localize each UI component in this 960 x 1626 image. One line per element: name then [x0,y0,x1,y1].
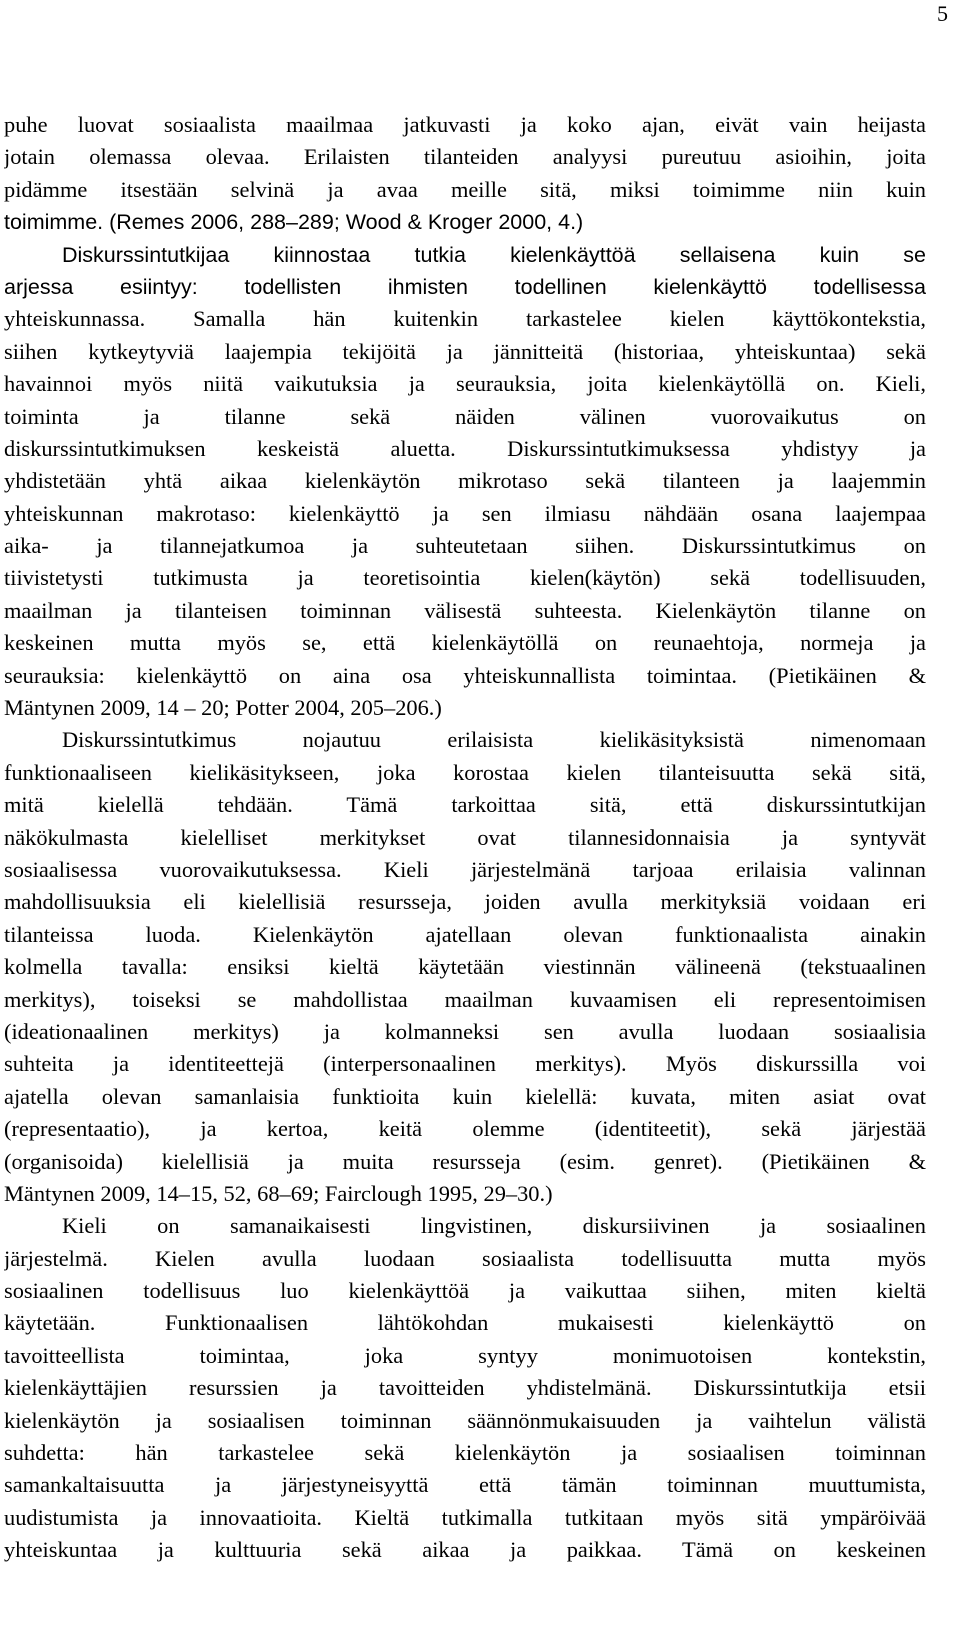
text-line: (representaatio), ja kertoa, keitä olemme (identiteetit), sekä järjestää [4,1116,926,1142]
text-line: kielenkäyttäjien resurssien ja tavoitteiden yhdistelmänä. Diskurssintutkija etsii [4,1375,926,1401]
text-line: mitä kielellä tehdään. Tämä tarkoittaa sitä, että diskurssintutkijan [4,792,926,818]
text-line: funktionaaliseen kielikäsitykseen, joka korostaa kielen tilanteisuutta sekä sitä, [4,759,926,785]
text-line: (ideationaalinen merkitys) ja kolmanneksi sen avulla luodaan sosiaalisia [4,1018,926,1044]
text-line: tavoitteellista toimintaa, joka syntyy monimuotoisen kontekstin, [4,1342,926,1368]
text-line: yhdistetään yhtä aikaa kielenkäytön mikrotaso sekä tilanteen ja laajemmin [4,468,926,494]
text-line: jotain olemassa olevaa. Erilaisten tilanteiden analyysi pureutuu asioihin, joita [4,144,926,170]
text-line: keskeinen mutta myös se, että kielenkäytöllä on reunaehtoja, normeja ja [4,630,926,656]
text-line: suhteita ja identiteettejä (interpersonaalinen merkitys). Myös diskurssilla voi [4,1051,926,1077]
text-line: järjestelmä. Kielen avulla luodaan sosiaalista todellisuutta mutta myös [4,1245,926,1271]
text-line: käytetään. Funktionaalisen lähtökohdan mukaisesti kielenkäyttö on [4,1310,926,1336]
text-line: samankaltaisuutta ja järjestyneisyyttä että tämän toiminnan muuttumista, [4,1472,926,1498]
text-line: Kieli on samanaikaisesti lingvistinen, diskursiivinen ja sosiaalinen [62,1213,926,1239]
text-line: sosiaalisessa vuorovaikutuksessa. Kieli järjestelmänä tarjoaa erilaisia valinnan [4,856,926,882]
text-line: aika- ja tilannejatkumoa ja suhteutetaan siihen. Diskurssintutkimus on [4,533,926,559]
text-line: Diskurssintutkijaa kiinnostaa tutkia kielenkäyttöä sellaisena kuin se [62,242,926,267]
text-line: suhdetta: hän tarkastelee sekä kielenkäytön ja sosiaalisen toiminnan [4,1440,926,1466]
text-line: kielenkäytön ja sosiaalisen toiminnan säännönmukaisuuden ja vaihtelun välistä [4,1407,926,1433]
text-line: uudistumista ja innovaatioita. Kieltä tutkimalla tutkitaan myös sitä ympäröivää [4,1504,926,1530]
text-line: (organisoida) kielellisiä ja muita resursseja (esim. genret). (Pietikäinen & [4,1148,926,1174]
text-line: näkökulmasta kielelliset merkitykset ovat tilannesidonnaisia ja syntyvät [4,824,926,850]
text-line: puhe luovat sosiaalista maailmaa jatkuvasti ja koko ajan, eivät vain heijasta [4,112,926,137]
body-text [4,109,926,1567]
text-line: tilanteissa luoda. Kielenkäytön ajatellaan olevan funktionaalista ainakin [4,921,926,947]
text-line: yhteiskunnassa. Samalla hän kuitenkin tarkastelee kielen käyttökontekstia, [4,306,926,332]
text-line: pidämme itsestään selvinä ja avaa meille sitä, miksi toimimme niin kuin [4,176,926,202]
text-line: seurauksia: kielenkäyttö on aina osa yhteiskunnallista toimintaa. (Pietikäinen & [4,662,926,688]
text-line: toimimme. (Remes 2006, 288–289; Wood & Kroger 2000, 4.) [4,210,584,235]
text-line: mahdollisuuksia eli kielellisiä resursseja, joiden avulla merkityksiä voidaan eri [4,889,926,915]
text-line: Mäntynen 2009, 14–15, 52, 68–69; Fairclough 1995, 29–30.) [4,1180,553,1206]
text-line: merkitys), toiseksi se mahdollistaa maailman kuvaamisen eli representoimisen [4,986,926,1012]
text-line: tiivistetysti tutkimusta ja teoretisointia kielen(käytön) sekä todellisuuden, [4,565,926,591]
text-line: ajatella olevan samanlaisia funktioita kuin kielellä: kuvata, miten asiat ovat [4,1083,926,1109]
page-number: 5 [937,1,948,26]
text-line: kolmella tavalla: ensiksi kieltä käytetään viestinnän välineenä (tekstuaalinen [4,954,926,980]
text-line: toiminta ja tilanne sekä näiden välinen vuorovaikutus on [4,403,926,429]
text-line: havainnoi myös niitä vaikutuksia ja seurauksia, joita kielenkäytöllä on. Kieli, [4,371,926,397]
text-line: yhteiskuntaa ja kulttuuria sekä aikaa ja paikkaa. Tämä on keskeinen [4,1537,926,1563]
text-line: siihen kytkeytyviä laajempia tekijöitä ja jännitteitä (historiaa, yhteiskuntaa) sekä [4,338,926,364]
text-line: Mäntynen 2009, 14 – 20; Potter 2004, 205–206.) [4,695,442,721]
text-line: sosiaalinen todellisuus luo kielenkäyttöä ja vaikuttaa siihen, miten kieltä [4,1278,926,1304]
text-line: arjessa esiintyy: todellisten ihmisten todellinen kielenkäyttö todellisessa [4,274,926,299]
text-line: yhteiskunnan makrotaso: kielenkäyttö ja sen ilmiasu nähdään osana laajempaa [4,500,926,526]
text-line: Diskurssintutkimus nojautuu erilaisista kielikäsityksistä nimenomaan [62,727,926,753]
text-line: maailman ja tilanteisen toiminnan välisestä suhteesta. Kielenkäytön tilanne on [4,597,926,623]
text-line: diskurssintutkimuksen keskeistä aluetta. Diskurssintutkimuksessa yhdistyy ja [4,435,926,461]
